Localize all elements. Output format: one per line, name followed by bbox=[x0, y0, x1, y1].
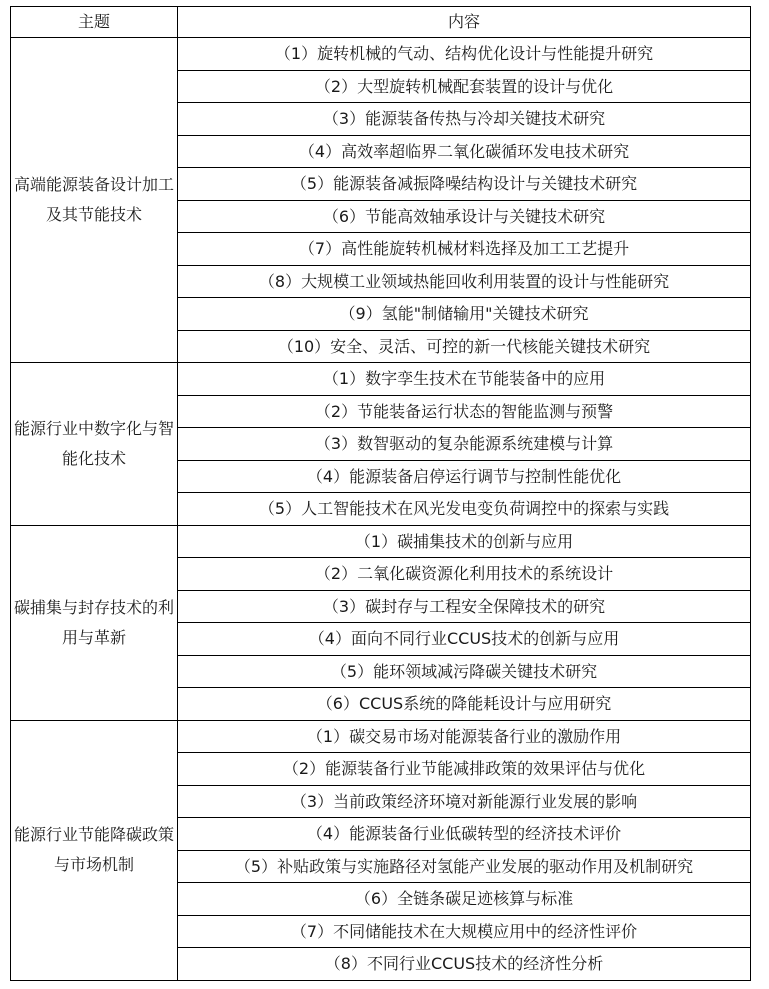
topic-cell-carbon-capture: 碳捕集与封存技术的利用与革新 bbox=[11, 525, 178, 720]
content-cell: （4）能源装备行业低碳转型的经济技术评价 bbox=[178, 818, 751, 851]
topic-cell-design-energy-saving: 高端能源装备设计加工及其节能技术 bbox=[11, 38, 178, 363]
topics-table bbox=[10, 6, 751, 981]
content-cell: （2）二氧化碳资源化利用技术的系统设计 bbox=[178, 558, 751, 591]
content-cell: （1）旋转机械的气动、结构优化设计与性能提升研究 bbox=[178, 38, 751, 71]
content-cell: （3）碳封存与工程安全保障技术的研究 bbox=[178, 590, 751, 623]
content-cell: （6）全链条碳足迹核算与标准 bbox=[178, 883, 751, 916]
topic-cell-digital-intelligent: 能源行业中数字化与智能化技术 bbox=[11, 363, 178, 526]
content-cell: （9）氢能"制储输用"关键技术研究 bbox=[178, 298, 751, 331]
content-cell: （2）节能装备运行状态的智能监测与预警 bbox=[178, 395, 751, 428]
content-cell: （4）高效率超临界二氧化碳循环发电技术研究 bbox=[178, 135, 751, 168]
content-cell: （10）安全、灵活、可控的新一代核能关键技术研究 bbox=[178, 330, 751, 363]
content-cell: （3）数智驱动的复杂能源系统建模与计算 bbox=[178, 428, 751, 461]
content-cell: （5）能环领域减污降碳关键技术研究 bbox=[178, 655, 751, 688]
header-topic: 主题 bbox=[11, 7, 178, 38]
content-cell: （7）不同储能技术在大规模应用中的经济性评价 bbox=[178, 915, 751, 948]
content-cell: （3）能源装备传热与冷却关键技术研究 bbox=[178, 103, 751, 136]
content-cell: （1）数字孪生技术在节能装备中的应用 bbox=[178, 363, 751, 396]
table-row bbox=[11, 525, 751, 558]
table-row bbox=[11, 38, 751, 71]
table-row bbox=[11, 720, 751, 753]
content-cell: （6）CCUS系统的降能耗设计与应用研究 bbox=[178, 688, 751, 721]
content-cell: （5）补贴政策与实施路径对氢能产业发展的驱动作用及机制研究 bbox=[178, 850, 751, 883]
content-cell: （8）大规模工业领域热能回收利用装置的设计与性能研究 bbox=[178, 265, 751, 298]
header-content: 内容 bbox=[178, 7, 751, 38]
content-cell: （3）当前政策经济环境对新能源行业发展的影响 bbox=[178, 785, 751, 818]
content-cell: （2）能源装备行业节能减排政策的效果评估与优化 bbox=[178, 753, 751, 786]
table-row bbox=[11, 363, 751, 396]
header-row bbox=[11, 7, 751, 38]
content-cell: （5）人工智能技术在风光发电变负荷调控中的探索与实践 bbox=[178, 493, 751, 526]
content-cell: （2）大型旋转机械配套装置的设计与优化 bbox=[178, 70, 751, 103]
content-cell: （1）碳交易市场对能源装备行业的激励作用 bbox=[178, 720, 751, 753]
content-cell: （6）节能高效轴承设计与关键技术研究 bbox=[178, 200, 751, 233]
topic-cell-policy-market: 能源行业节能降碳政策与市场机制 bbox=[11, 720, 178, 980]
content-cell: （4）面向不同行业CCUS技术的创新与应用 bbox=[178, 623, 751, 656]
content-cell: （5）能源装备减振降噪结构设计与关键技术研究 bbox=[178, 168, 751, 201]
content-cell: （8）不同行业CCUS技术的经济性分析 bbox=[178, 948, 751, 981]
content-cell: （7）高性能旋转机械材料选择及加工工艺提升 bbox=[178, 233, 751, 266]
content-cell: （1）碳捕集技术的创新与应用 bbox=[178, 525, 751, 558]
content-cell: （4）能源装备启停运行调节与控制性能优化 bbox=[178, 460, 751, 493]
